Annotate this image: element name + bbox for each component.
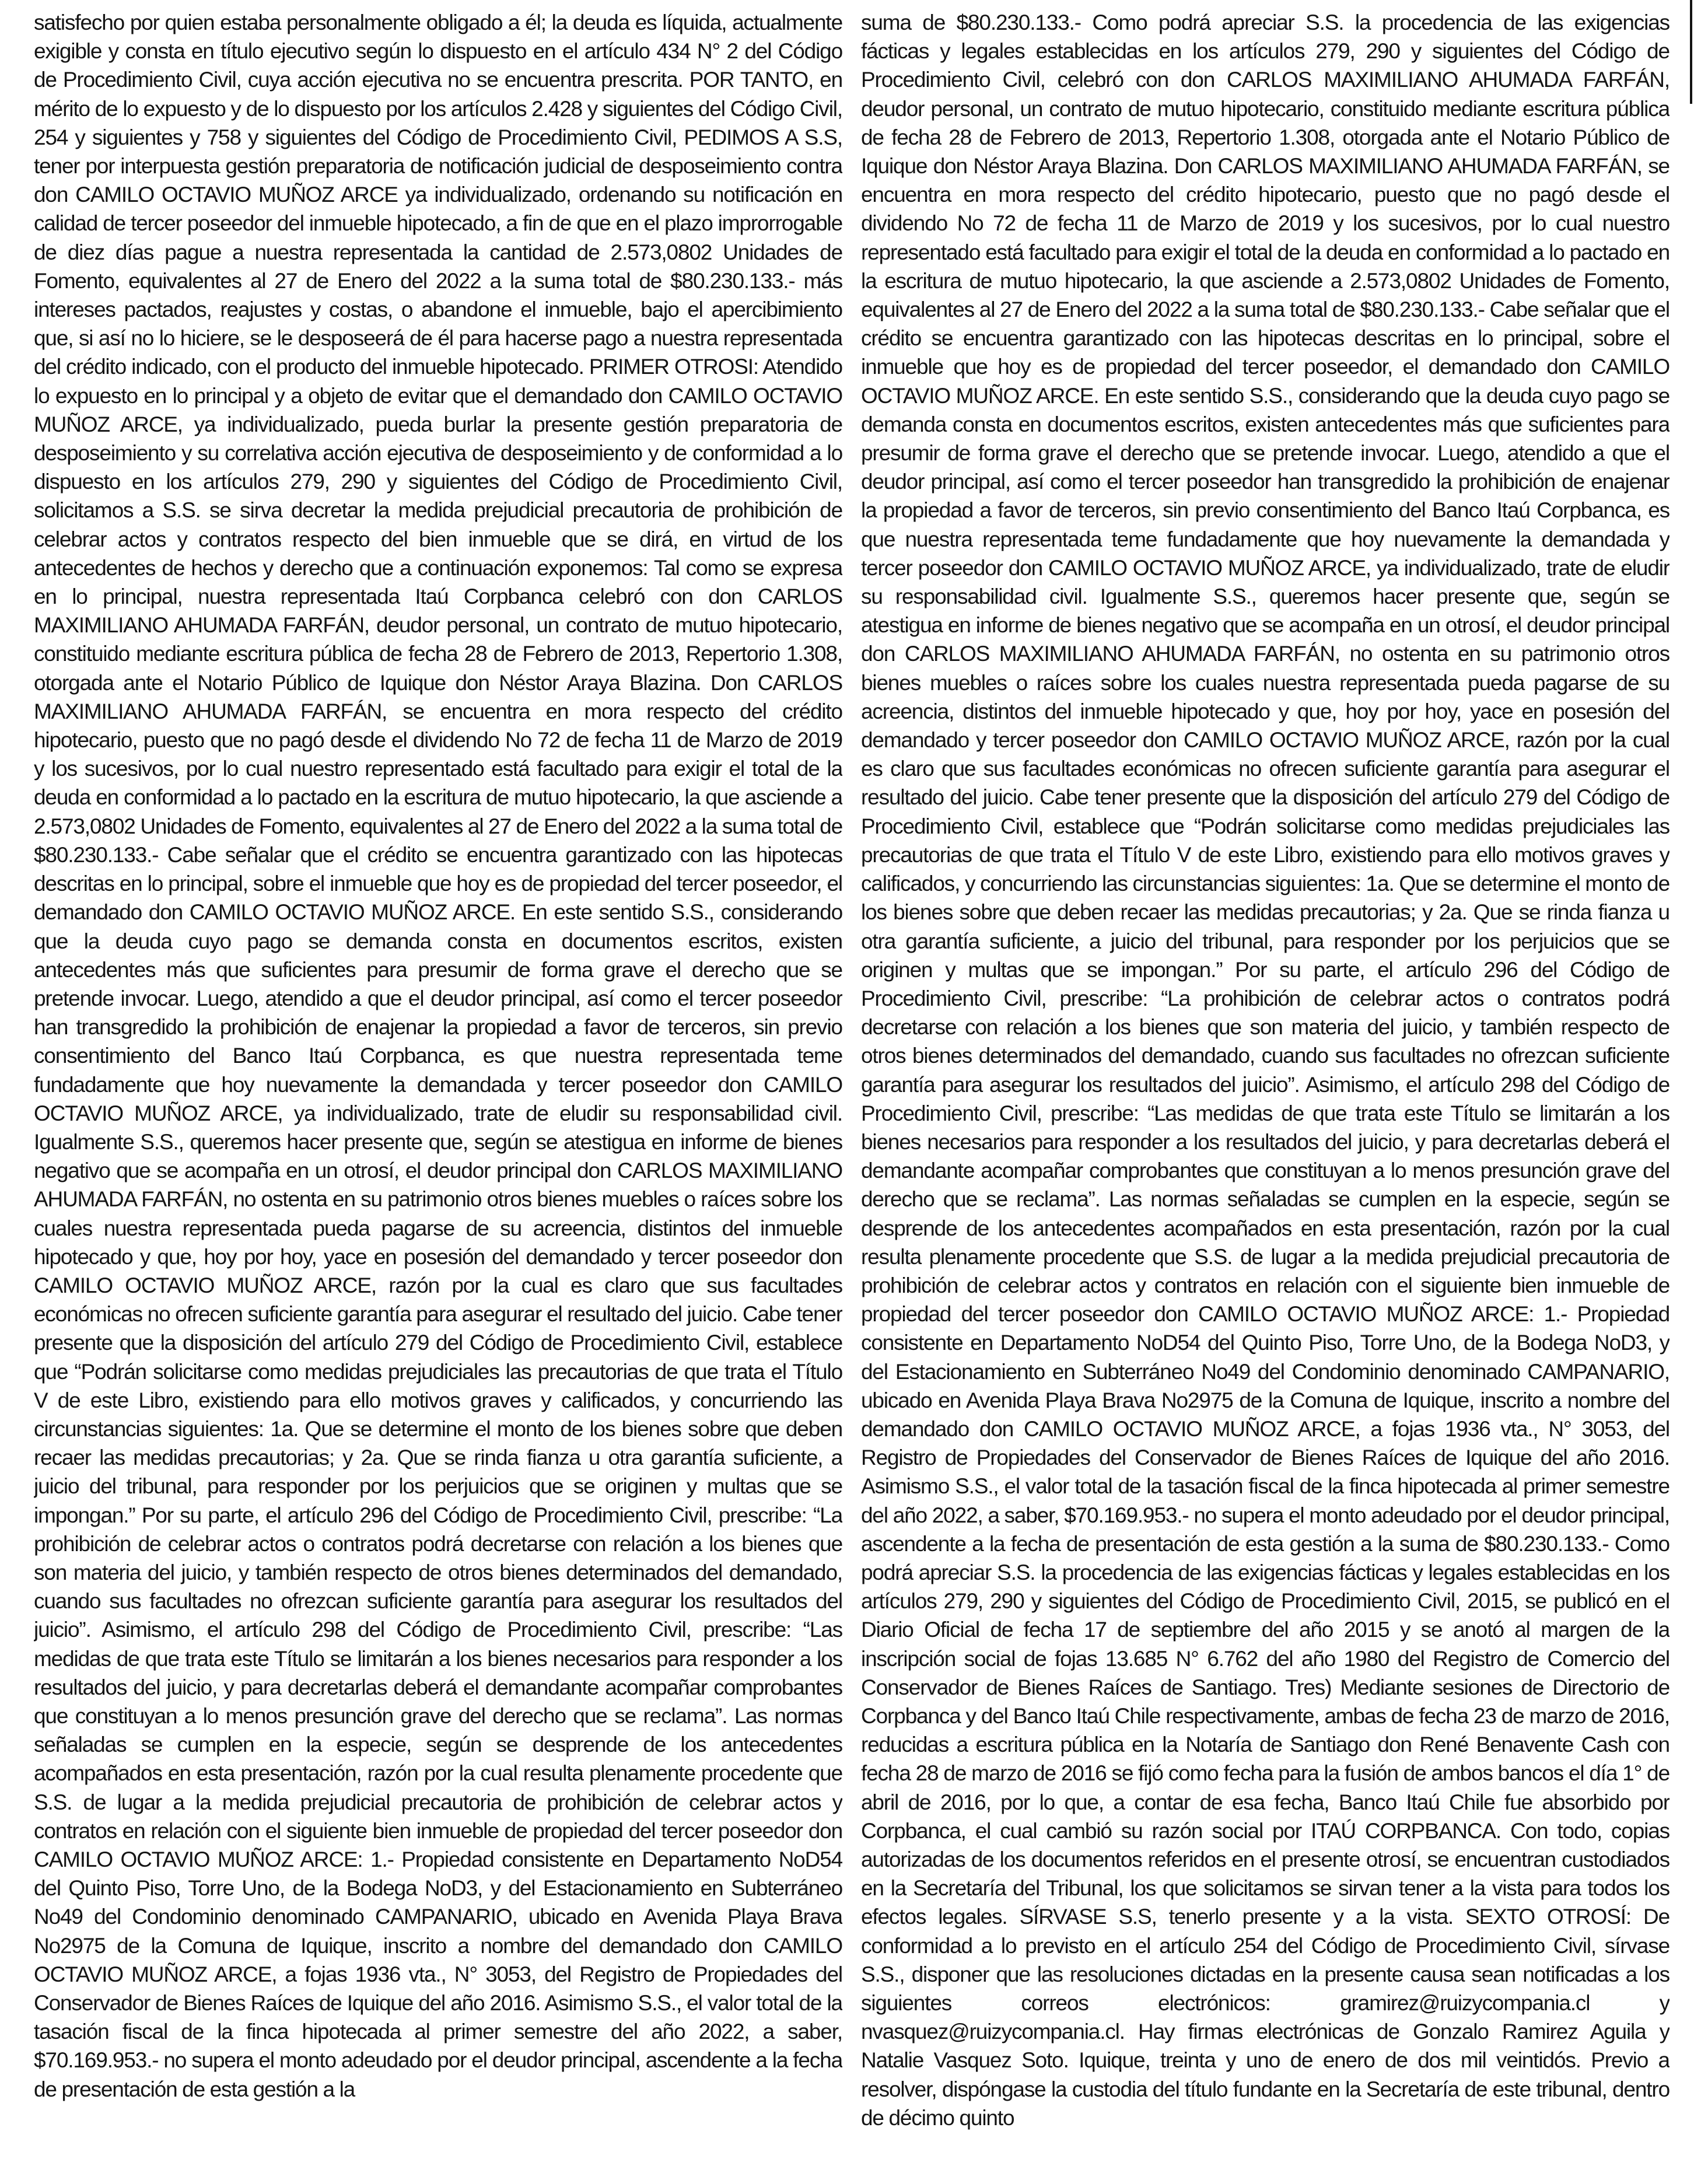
edge-rule [1690,0,1692,104]
left-column [34,8,842,2167]
right-column [861,8,1670,2167]
right-column-text: suma de $80.230.133.- Como podrá apreciar S.S. la procedencia de las exigencias fácticas y legales establecidas en los artículos 279, 290 y siguientes del Código de Procedimiento Civil, celebró con don CARLOS MAXIMILIANO AHUMADA FARFÁN, deudor personal, un contrato de mutuo hipotecario, constituido mediante escritura pública de fecha 28 de Febrero de 2013, Repertorio 1.308, otorgada ante el Notario Público de Iquique don Néstor Araya Blazina. Don CARLOS MAXIMILIANO AHUMADA FARFÁN, se encuentra en mora respecto del crédito hipotecario, puesto que no pagó desde el dividendo No 72 de fecha 11 de Marzo de 2019 y los sucesivos, por lo cual nuestro representado está facultado para exigir el total de la deuda en conformidad a lo pactado en la escritura de mutuo hipotecario, la que asciende a 2.573,0802 Unidades de Fomento, equivalentes al 27 de Enero del 2022 a la suma total de $80.230.133.- Cabe señalar que el crédito se encuentra garantizado con las hipotecas descritas en lo principal, sobre el inmueble que hoy es de propiedad del tercer poseedor, el demandado don CAMILO OCTAVIO MUÑOZ ARCE. En este sentido S.S., considerando que la deuda cuyo pago se demanda consta en documentos escritos, existen antecedentes más que suficientes para presumir de forma grave el derecho que se pretende invocar. Luego, atendido a que el deudor principal, así como el tercer poseedor han transgredido la prohibición de enajenar la propiedad a favor de terceros, sin previo consentimiento del Banco Itaú Corpbanca, es que nuestra representada teme fundadamente que hoy nuevamente la demandada y tercer poseedor don CAMILO OCTAVIO MUÑOZ ARCE, ya individualizado, trate de eludir su responsabilidad civil. Igualmente S.S., queremos hacer presente que, según se atestigua en informe de bienes negativo que se acompaña en un otrosí, el deudor principal don CARLOS MAXIMILIANO AHUMADA FARFÁN, no ostenta en su patrimonio otros bienes muebles o raíces sobre los cuales nuestra representada pueda pagarse de su acreencia, distintos del inmueble hipotecado y que, hoy por hoy, yace en posesión del demandado y tercer poseedor don CAMILO OCTAVIO MUÑOZ ARCE, razón por la cual es claro que sus facultades económicas no ofrecen suficiente garantía para asegurar el resultado del juicio. Cabe tener presente que la disposición del artículo 279 del Código de Procedimiento Civil, establece que “Podrán solicitarse como medidas prejudiciales las precautorias de que trata el Título V de este Libro, existiendo para ello motivos graves y calificados, y concurriendo las circunstancias siguientes: 1a. Que se determine el monto de los bienes sobre que deben recaer las medidas precautorias; y 2a. Que se rinda fianza u otra garantía suficiente, a juicio del tribunal, para responder por los perjuicios que se originen y multas que se impongan.” Por su parte, el artículo 296 del Código de Procedimiento Civil, prescribe: “La prohibición de celebrar actos o contratos podrá decretarse con relación a los bienes que son materia del juicio, y también respecto de otros bienes determinados del demandado, cuando sus facultades no ofrezcan suficiente garantía para asegurar los resultados del juicio”. Asimismo, el artículo 298 del Código de Procedimiento Civil, prescribe: “Las medidas de que trata este Título se limitarán a los bienes necesarios para responder a los resultados del juicio, y para decretarlas deberá el demandante acompañar comprobantes que constituyan a lo menos presunción grave del derecho que se reclama”. Las normas señaladas se cumplen en la especie, según se desprende de los antecedentes acompañados en esta presentación, razón por la cual resulta plenamente procedente que S.S. de lugar a la medida prejudicial precautoria de prohibición de celebrar actos y contratos en relación con el siguiente bien inmueble de propiedad del tercer poseedor don CAMILO OCTAVIO MUÑOZ ARCE: 1.- Propiedad consistente en Departamento NoD54 del Quinto Piso, Torre Uno, de la Bodega NoD3, y del Estacionamiento en Subterráneo No49 del Condominio denominado CAMPANARIO, ubicado en Avenida Playa Brava No2975 de la Comuna de Iquique, inscrito a nombre del demandado don CAMILO OCTAVIO MUÑOZ ARCE, a fojas 1936 vta., N° 3053, del Registro de Propiedades del Conservador de Bienes Raíces de Iquique del año 2016. Asimismo S.S., el valor total de la tasación fiscal de la finca hipotecada al primer semestre del año 2022, a saber, $70.169.953.- no supera el monto adeudado por el deudor principal, ascendente a la fecha de presentación de esta gestión a la suma de $80.230.133.- Como podrá apreciar S.S. la procedencia de las exigencias fácticas y legales establecidas en los artículos 279, 290 y siguientes del Código de Procedimiento Civil, 2015, se publicó en el Diario Oficial de fecha 17 de septiembre del año 2015 y se anotó al margen de la inscripción social de fojas 13.685 N° 6.762 del año 1980 del Registro de Comercio del Conservador de Bienes Raíces de Santiago. Tres) Mediante sesiones de Directorio de Corpbanca y del Banco Itaú Chile respectivamente, ambas de fecha 23 de marzo de 2016, reducidas a escritura pública en la Notaría de Santiago don René Benavente Cash con fecha 28 de marzo de 2016 se fijó como fecha para la fusión de ambos bancos el día 1° de abril de 2016, por lo que, a contar de esa fecha, Banco Itaú Chile fue absorbido por Corpbanca, el cual cambió su razón social por ITAÚ CORPBANCA. Con todo, copias autorizadas de los documentos referidos en el presente otrosí, se encuentran custodiados en la Secretaría del Tribunal, los que solicitamos se sirvan tener a la vista para todos los efectos legales. SÍRVASE S.S, tenerlo presente y a la vista. SEXTO OTROSÍ: De conformidad a lo previsto en el artículo 254 del Código de Procedimiento Civil, sírvase S.S., disponer que las resoluciones dictadas en la presente causa sean notificadas a los siguientes correos electrónicos: gramirez@ruizycompania.cl y nvasquez@ruizycompania.cl. Hay firmas electrónicas de Gonzalo Ramirez Aguila y Natalie Vasquez Soto. Iquique, treinta y uno de enero de dos mil veintidós. Previo a resolver, dispóngase la custodia del título fundante en la Secretaría de este tribunal, dentro de décimo quinto [861,11,1670,2130]
left-column-text: satisfecho por quien estaba personalmente obligado a él; la deuda es líquida, actualmente exigible y consta en título ejecutivo según lo dispuesto en el artículo 434 N° 2 del Código de Procedimiento Civil, cuya acción ejecutiva no se encuentra prescrita. POR TANTO, en mérito de lo expuesto y de lo dispuesto por los artículos 2.428 y siguientes del Código Civil, 254 y siguientes y 758 y siguientes del Código de Procedimiento Civil, PEDIMOS A S.S, tener por interpuesta gestión preparatoria de notificación judicial de desposeimiento contra don CAMILO OCTAVIO MUÑOZ ARCE ya individualizado, ordenando su notificación en calidad de tercer poseedor del inmueble hipotecado, a fin de que en el plazo improrrogable de diez días pague a nuestra representada la cantidad de 2.573,0802 Unidades de Fomento, equivalentes al 27 de Enero del 2022 a la suma total de $80.230.133.- más intereses pactados, reajustes y costas, o abandone el inmueble, bajo el apercibimiento que, si así no lo hiciere, se le desposeerá de él para hacerse pago a nuestra representada del crédito indicado, con el producto del inmueble hipotecado. PRIMER OTROSI: Atendido lo expuesto en lo principal y a objeto de evitar que el demandado don CAMILO OCTAVIO MUÑOZ ARCE, ya individualizado, pueda burlar la presente gestión preparatoria de desposeimiento y su correlativa acción ejecutiva de desposeimiento y de conformidad a lo dispuesto en los artículos 279, 290 y siguientes del Código de Procedimiento Civil, solicitamos a S.S. se sirva decretar la medida prejudicial precautoria de prohibición de celebrar actos y contratos respecto del bien inmueble que se dirá, en virtud de los antecedentes de hechos y derecho que a continuación exponemos: Tal como se expresa en lo principal, nuestra representada Itaú Corpbanca celebró con don CARLOS MAXIMILIANO AHUMADA FARFÁN, deudor personal, un contrato de mutuo hipotecario, constituido mediante escritura pública de fecha 28 de Febrero de 2013, Repertorio 1.308, otorgada ante el Notario Público de Iquique don Néstor Araya Blazina. Don CARLOS MAXIMILIANO AHUMADA FARFÁN, se encuentra en mora respecto del crédito hipotecario, puesto que no pagó desde el dividendo No 72 de fecha 11 de Marzo de 2019 y los sucesivos, por lo cual nuestro representado está facultado para exigir el total de la deuda en conformidad a lo pactado en la escritura de mutuo hipotecario, la que asciende a 2.573,0802 Unidades de Fomento, equivalentes al 27 de Enero del 2022 a la suma total de $80.230.133.- Cabe señalar que el crédito se encuentra garantizado con las hipotecas descritas en lo principal, sobre el inmueble que hoy es de propiedad del tercer poseedor, el demandado don CAMILO OCTAVIO MUÑOZ ARCE. En este sentido S.S., considerando que la deuda cuyo pago se demanda consta en documentos escritos, existen antecedentes más que suficientes para presumir de forma grave el derecho que se pretende invocar. Luego, atendido a que el deudor principal, así como el tercer poseedor han transgredido la prohibición de enajenar la propiedad a favor de terceros, sin previo consentimiento del Banco Itaú Corpbanca, es que nuestra representada teme fundadamente que hoy nuevamente la demandada y tercer poseedor don CAMILO OCTAVIO MUÑOZ ARCE, ya individualizado, trate de eludir su responsabilidad civil. Igualmente S.S., queremos hacer presente que, según se atestigua en informe de bienes negativo que se acompaña en un otrosí, el deudor principal don CARLOS MAXIMILIANO AHUMADA FARFÁN, no ostenta en su patrimonio otros bienes muebles o raíces sobre los cuales nuestra representada pueda pagarse de su acreencia, distintos del inmueble hipotecado y que, hoy por hoy, yace en posesión del demandado y tercer poseedor don CAMILO OCTAVIO MUÑOZ ARCE, razón por la cual es claro que sus facultades económicas no ofrecen suficiente garantía para asegurar el resultado del juicio. Cabe tener presente que la disposición del artículo 279 del Código de Procedimiento Civil, establece que “Podrán solicitarse como medidas prejudiciales las precautorias de que trata el Título V de este Libro, existiendo para ello motivos graves y calificados, y concurriendo las circunstancias siguientes: 1a. Que se determine el monto de los bienes sobre que deben recaer las medidas precautorias; y 2a. Que se rinda fianza u otra garantía suficiente, a juicio del tribunal, para responder por los perjuicios que se originen y multas que se impongan.” Por su parte, el artículo 296 del Código de Procedimiento Civil, prescribe: “La prohibición de celebrar actos o contratos podrá decretarse con relación a los bienes que son materia del juicio, y también respecto de otros bienes determinados del demandado, cuando sus facultades no ofrezcan suficiente garantía para asegurar los resultados del juicio”. Asimismo, el artículo 298 del Código de Procedimiento Civil, prescribe: “Las medidas de que trata este Título se limitarán a los bienes necesarios para responder a los resultados del juicio, y para decretarlas deberá el demandante acompañar comprobantes que constituyan a lo menos presunción grave del derecho que se reclama”. Las normas señaladas se cumplen en la especie, según se desprende de los antecedentes acompañados en esta presentación, razón por la cual resulta plenamente procedente que S.S. de lugar a la medida prejudicial precautoria de prohibición de celebrar actos y contratos en relación con el siguiente bien inmueble de propiedad del tercer poseedor don CAMILO OCTAVIO MUÑOZ ARCE: 1.- Propiedad consistente en Departamento NoD54 del Quinto Piso, Torre Uno, de la Bodega NoD3, y del Estacionamiento en Subterráneo No49 del Condominio denominado CAMPANARIO, ubicado en Avenida Playa Brava No2975 de la Comuna de Iquique, inscrito a nombre del demandado don CAMILO OCTAVIO MUÑOZ ARCE, a fojas 1936 vta., N° 3053, del Registro de Propiedades del Conservador de Bienes Raíces de Iquique del año 2016. Asimismo S.S., el valor total de la tasación fiscal de la finca hipotecada al primer semestre del año 2022, a saber, $70.169.953.- no supera el monto adeudado por el deudor principal, ascendente a la fecha de presentación de esta gestión a la [34,11,842,2101]
